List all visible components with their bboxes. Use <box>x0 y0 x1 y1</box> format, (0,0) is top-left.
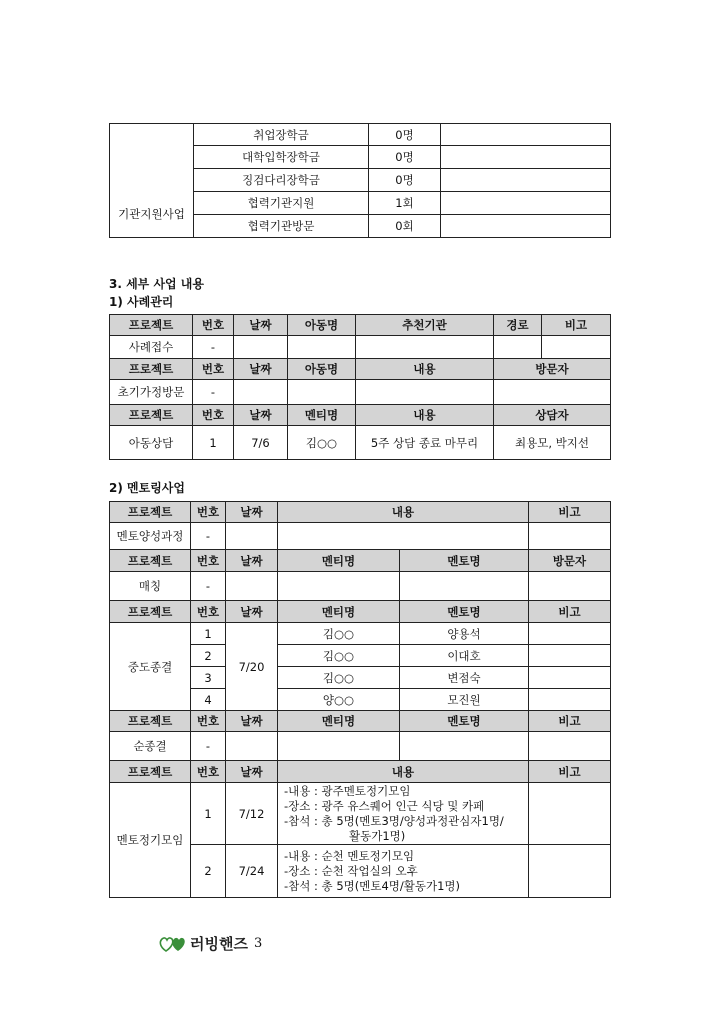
project-cell: 사례접수 <box>110 336 193 359</box>
meeting-details: -내용 : 광주멘토정기모임 -장소 : 광주 유스퀘어 인근 식당 및 카페 -참석 : 총 5명(멘토3명/양성과정관심자1명/ 활동가1명) <box>278 783 529 845</box>
table-cell: 협력기관방문 <box>194 215 369 238</box>
table-cell: 협력기관지원 <box>194 192 369 215</box>
group-label: 기관지원사업 <box>110 192 194 238</box>
hands-logo-icon <box>158 933 188 953</box>
blank-cell <box>110 124 194 192</box>
project-cell: 멘토정기모임 <box>110 783 191 898</box>
table-cell: 징검다리장학금 <box>194 169 369 192</box>
table-cell: 0회 <box>369 215 441 238</box>
subsection-heading: 1) 사례관리 <box>109 295 174 309</box>
page-number: 3 <box>253 935 263 951</box>
mentoring-table: 프로젝트 번호 날짜 내용 비고 멘토양성과정 - 프로젝트 번호 날짜 멘티명 멘토명 방문자 매칭 - 프로젝트 번호 날짜 멘티명 멘토명 비고 중도종결 1 7/20 김○○ 양용석 2 김○○ 이대호 3 김○○ 변점숙 4 양○○ 모진원 프로젝트 번호 날짜 멘티명 멘토명 비고 순종결 - 프로젝트 번호 날짜 내용 비고 멘토정기모임 1 7/12 -내용 : 광주멘토정기모임 -장소 : 광주 유스퀘어 인근 식당 및 카페 -참석 : 총 5명(멘토3명/양성과정관심자1명/ 활동가1명) 2 7/24 -내용 : 순천 멘토정기모임 -장소 : 순천 작업실의 오후 -참석 : 총 5명(멘토4명/활동가1명) <box>109 501 611 898</box>
table-cell: 취업장학금 <box>194 124 369 146</box>
footer-brand: 러빙핸즈 <box>190 934 248 953</box>
project-cell: 중도종결 <box>110 623 191 711</box>
table-cell: 1회 <box>369 192 441 215</box>
subsection-heading: 2) 멘토링사업 <box>109 481 185 495</box>
section-heading: 3. 세부 사업 내용 <box>109 277 204 291</box>
project-cell: 순종결 <box>110 732 191 761</box>
case-management-table: 프로젝트 번호 날짜 아동명 추천기관 경로 비고 사례접수 - 프로젝트 번호 날짜 아동명 내용 방문자 초기가정방문 - 프로젝트 번호 날짜 멘티명 내용 상담자 아동상담 1 7/6 김○○ 5주 상담 종료 마무리 최용모, 박지선 <box>109 314 611 460</box>
project-cell: 아동상담 <box>110 426 193 460</box>
meeting-details: -내용 : 순천 멘토정기모임 -장소 : 순천 작업실의 오후 -참석 : 총 5명(멘토4명/활동가1명) <box>278 845 529 898</box>
project-cell: 매칭 <box>110 572 191 601</box>
project-cell: 초기가정방문 <box>110 380 193 405</box>
table-cell: 0명 <box>369 146 441 169</box>
footer <box>158 932 262 954</box>
institution-support-table <box>109 123 611 238</box>
project-cell: 멘토양성과정 <box>110 523 191 550</box>
table-cell: 0명 <box>369 124 441 146</box>
table-cell: 0명 <box>369 169 441 192</box>
table-cell: 대학입학장학금 <box>194 146 369 169</box>
